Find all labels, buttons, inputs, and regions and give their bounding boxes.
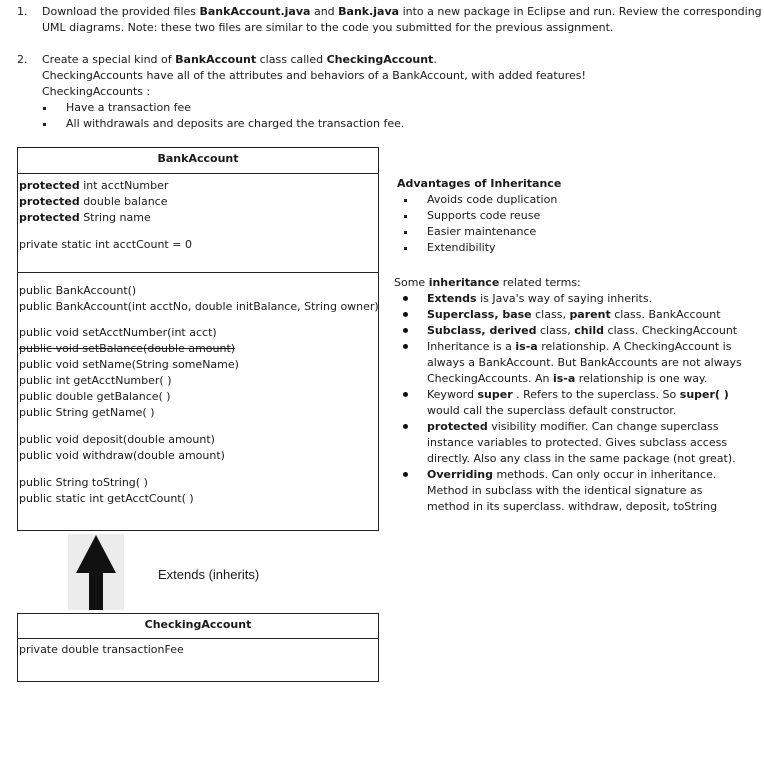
item-2-bullet-1: Have a transaction fee [66, 101, 192, 114]
term-is-a-line-2: always a BankAccount. But BankAccounts are not always [427, 356, 742, 369]
bullet-icon [404, 199, 407, 202]
bullet-icon [403, 472, 408, 477]
method-deposit: public void deposit(double amount) [19, 433, 215, 446]
field-name: protected String name [19, 211, 151, 224]
field-acct-number: protected int acctNumber [19, 179, 169, 192]
advantages-heading: Advantages of Inheritance [397, 177, 562, 190]
bullet-icon [43, 123, 46, 126]
item-1-line-1: Download the provided files BankAccount.java and Bank.java into a new package in Eclipse and run. Review the corresponding [42, 5, 762, 18]
bullet-icon [403, 392, 408, 397]
term-extends: Extends is Java's way of saying inherits. [427, 292, 653, 305]
method-get-acct-count: public static int getAcctCount( ) [19, 492, 194, 505]
term-protected-line-1: protected visibility modifier. Can change superclass [427, 420, 719, 433]
advantage-item: Avoids code duplication [427, 193, 558, 206]
item-1-line-2: UML diagrams. Note: these two files are similar to the code you submitted for the previous assignment. [42, 21, 614, 34]
inheritance-arrow-icon [76, 535, 116, 573]
method-set-name: public void setName(String someName) [19, 358, 239, 371]
bullet-icon [403, 424, 408, 429]
term-protected-line-2: instance variables to protected. Gives subclass access [427, 436, 728, 449]
method-withdraw: public void withdraw(double amount) [19, 449, 225, 462]
method-to-string: public String toString( ) [19, 476, 148, 489]
method-get-acct-number: public int getAcctNumber( ) [19, 374, 172, 387]
method-get-name: public String getName( ) [19, 406, 155, 419]
item-number-1: 1. [17, 5, 28, 18]
term-overriding-line-1: Overriding methods. Can only occur in inheritance. [427, 468, 717, 481]
advantage-item: Supports code reuse [427, 209, 541, 222]
method-set-balance: public void setBalance(double amount) [19, 342, 236, 355]
bullet-icon [403, 328, 408, 333]
item-2-line-3: CheckingAccounts : [42, 85, 151, 98]
field-transaction-fee: private double transactionFee [19, 643, 184, 656]
bank-account-uml [17, 147, 379, 531]
item-2-line-1: Create a special kind of BankAccount class called CheckingAccount. [42, 53, 437, 66]
term-superclass: Superclass, base class, parent class. BankAccount [427, 308, 721, 321]
term-subclass: Subclass, derived class, child class. CheckingAccount [427, 324, 738, 337]
bullet-icon [403, 296, 408, 301]
bank-account-title: BankAccount [157, 152, 239, 165]
term-is-a-line-3: CheckingAccounts. An is-a relationship is one way. [427, 372, 708, 385]
constructor-full: public BankAccount(int acctNo, double initBalance, String owner) [19, 300, 379, 313]
term-super-line-2: would call the superclass default constructor. [427, 404, 677, 417]
field-balance: protected double balance [19, 195, 168, 208]
bullet-icon [404, 247, 407, 250]
field-acct-count: private static int acctCount = 0 [19, 238, 192, 251]
item-2-bullet-2: All withdrawals and deposits are charged the transaction fee. [66, 117, 405, 130]
term-is-a-line-1: Inheritance is a is-a relationship. A CheckingAccount is [427, 340, 732, 353]
inheritance-arrow-shaft [89, 572, 103, 610]
term-overriding-line-3: method in its superclass. withdraw, deposit, toString [427, 500, 718, 513]
method-set-acct-number: public void setAcctNumber(int acct) [19, 326, 217, 339]
bullet-icon [403, 344, 408, 349]
divider [18, 272, 378, 273]
terms-intro: Some inheritance related terms: [394, 276, 581, 289]
constructor-default: public BankAccount() [19, 284, 137, 297]
bullet-icon [404, 231, 407, 234]
bullet-icon [404, 215, 407, 218]
term-super-line-1: Keyword super . Refers to the superclass. So super( ) [427, 388, 729, 401]
method-get-balance: public double getBalance( ) [19, 390, 171, 403]
item-number-2: 2. [17, 53, 28, 66]
term-protected-line-3: directly. Also any class in the same package (not great). [427, 452, 736, 465]
checking-account-uml [17, 613, 379, 682]
item-2-line-2: CheckingAccounts have all of the attributes and behaviors of a BankAccount, with added features! [42, 69, 586, 82]
divider [18, 638, 378, 639]
divider [18, 173, 378, 174]
advantage-item: Easier maintenance [427, 225, 537, 238]
bullet-icon [403, 312, 408, 317]
checking-account-title: CheckingAccount [144, 618, 252, 631]
advantage-item: Extendibility [427, 241, 496, 254]
extends-label: Extends (inherits) [158, 567, 260, 582]
bullet-icon [43, 107, 46, 110]
term-overriding-line-2: Method in subclass with the identical signature as [427, 484, 703, 497]
